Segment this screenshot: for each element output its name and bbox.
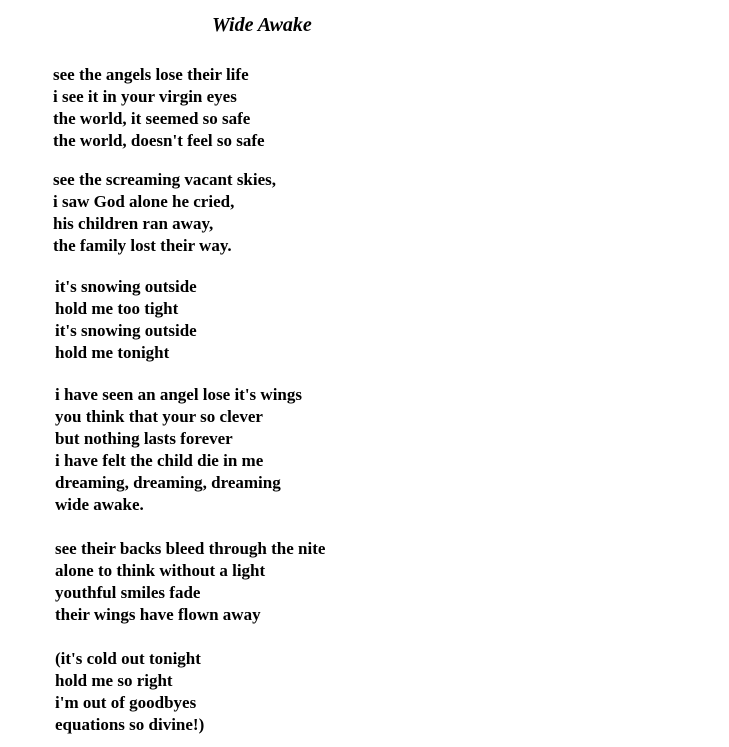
poem-title: Wide Awake: [212, 14, 312, 36]
poem-line: see their backs bleed through the nite: [55, 539, 326, 558]
stanza-6: [55, 648, 204, 736]
poem-line: it's snowing outside: [55, 277, 197, 296]
poem-line: their wings have flown away: [55, 605, 261, 624]
poem-line: wide awake.: [55, 495, 144, 514]
poem-line: i see it in your virgin eyes: [53, 87, 237, 106]
poem-line: see the angels lose their life: [53, 65, 249, 84]
poem-line: see the screaming vacant skies,: [53, 170, 277, 189]
poem-line: i have felt the child die in me: [55, 451, 264, 470]
poem-line: the world, it seemed so safe: [53, 109, 251, 128]
poem-line: but nothing lasts forever: [55, 429, 233, 448]
poem-line: youthful smiles fade: [55, 583, 201, 602]
stanza-2: [53, 169, 276, 257]
stanza-4: [55, 384, 302, 516]
poem-line: i saw God alone he cried,: [53, 192, 235, 211]
poem-line: the world, doesn't feel so safe: [53, 131, 265, 150]
poem-line: dreaming, dreaming, dreaming: [55, 473, 281, 492]
poem-line: alone to think without a light: [55, 561, 266, 580]
poem-line: his children ran away,: [53, 214, 214, 233]
poem-line: equations so divine!): [55, 715, 205, 734]
stanza-5: [55, 538, 325, 626]
poem-line: hold me so right: [55, 671, 173, 690]
poem-line: you think that your so clever: [55, 407, 263, 426]
stanza-3: [55, 276, 197, 364]
poem-line: i have seen an angel lose it's wings: [55, 385, 302, 404]
poem-line: i'm out of goodbyes: [55, 693, 197, 712]
poem-line: hold me tonight: [55, 343, 170, 362]
poem-line: the family lost their way.: [53, 236, 232, 255]
poem-line: (it's cold out tonight: [55, 649, 201, 668]
poem-line: hold me too tight: [55, 299, 179, 318]
stanza-1: [53, 64, 265, 152]
poem-line: it's snowing outside: [55, 321, 197, 340]
